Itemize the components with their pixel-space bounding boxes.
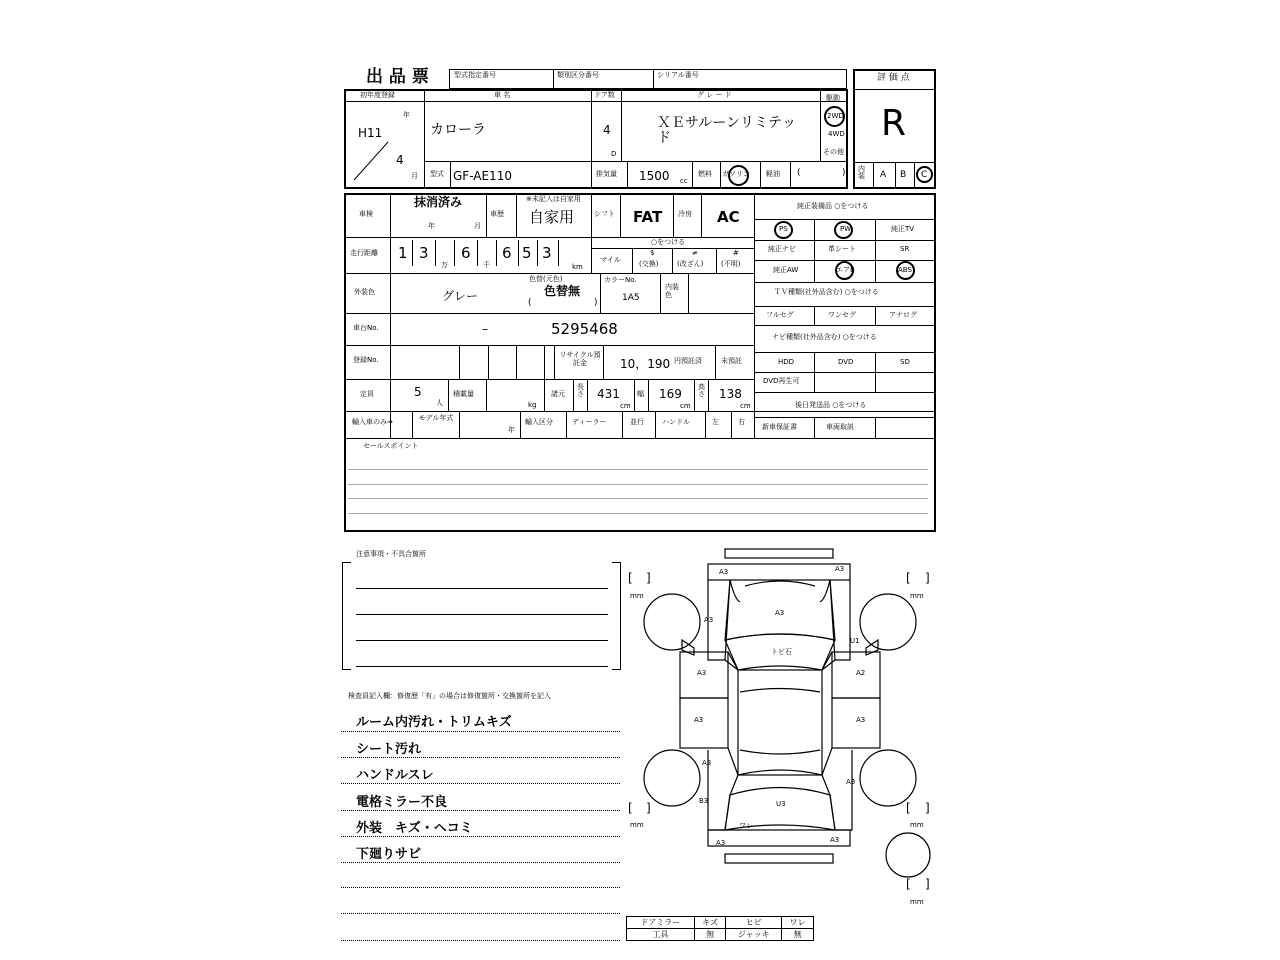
mark-front-bumper-left: A3 bbox=[719, 568, 729, 576]
equipment-title: 純正装備品 ○をつける bbox=[797, 202, 869, 210]
capacity-unit: 人 bbox=[436, 399, 443, 407]
capacity-value: 5 bbox=[414, 385, 422, 399]
mileage-unknown: (不明) bbox=[721, 260, 741, 268]
tire-rr-mm: mm bbox=[910, 821, 924, 829]
mark-rear-bumper-right: A3 bbox=[830, 836, 840, 844]
tire-spare-mm: mm bbox=[910, 898, 924, 906]
later-manual: 車両取説 bbox=[826, 423, 854, 431]
equip-airbag: エアB bbox=[836, 266, 855, 274]
mark-hood: A3 bbox=[775, 609, 785, 617]
tire-fl-bracket-close: ] bbox=[646, 571, 651, 585]
code-header bbox=[449, 69, 847, 89]
color-label: 外装色 bbox=[354, 288, 375, 296]
shift-value: FAT bbox=[633, 208, 663, 226]
interior-c: C bbox=[921, 170, 928, 180]
year-unit: 年 bbox=[403, 111, 410, 119]
inspector-label: 検査員記入欄：修復歴「有」の場合は修復箇所・交換箇所を記入 bbox=[348, 692, 551, 700]
doors-value: 4 bbox=[603, 123, 611, 137]
legend-header-crack: ヒビ bbox=[726, 917, 782, 929]
repaint-paren-open: ( bbox=[528, 298, 532, 308]
history-label: 車歴 bbox=[490, 210, 504, 218]
parallel-option: 並行 bbox=[630, 418, 644, 426]
mileage-digit-6: 3 bbox=[542, 244, 552, 262]
load-label: 積載量 bbox=[453, 390, 474, 398]
model-label: 型式 bbox=[430, 170, 444, 178]
mark-rear-left-door: A3 bbox=[694, 716, 704, 724]
equip-pw-circle bbox=[834, 221, 853, 239]
color-no-label: カラーNo. bbox=[604, 276, 637, 284]
navi-dvd-play: DVD再生可 bbox=[763, 377, 800, 385]
fuel-paren-close: ) bbox=[842, 168, 846, 178]
mileage-digit-2: 3 bbox=[419, 244, 429, 262]
length-label: 長さ bbox=[577, 383, 584, 399]
tv-analog: アナログ bbox=[889, 311, 917, 319]
repaint-label: 色替(元色) bbox=[529, 275, 563, 283]
mileage-sym-hash: # bbox=[733, 249, 739, 257]
notes-label: 注意事項・不具合箇所 bbox=[356, 550, 426, 558]
drive-other: その他 bbox=[823, 148, 844, 156]
remark-2: シート汚れ bbox=[356, 742, 422, 757]
remark-1: ルーム内汚れ・トリムキズ bbox=[356, 715, 512, 730]
mark-front-bumper-right: A3 bbox=[835, 565, 845, 573]
model-value: GF-AE110 bbox=[453, 169, 512, 183]
mark-rear-right-door: A3 bbox=[856, 716, 866, 724]
fuel-paren-open: ( bbox=[797, 168, 801, 178]
interior-c-circle bbox=[916, 166, 933, 183]
mileage-sym-dollar: $ bbox=[650, 249, 655, 257]
equip-aw: 純正AW bbox=[773, 266, 799, 274]
interior-color-label: 内装色 bbox=[665, 283, 679, 299]
inspection-month-unit: 月 bbox=[474, 222, 481, 230]
model-year-unit: 年 bbox=[508, 426, 515, 434]
repaint-value: 色替無 bbox=[544, 284, 581, 298]
legend-header-break: ワレ bbox=[782, 917, 814, 929]
equip-abs: ABS bbox=[898, 266, 912, 274]
car-name: カローラ bbox=[430, 122, 486, 138]
mileage-sen: 千 bbox=[483, 261, 490, 269]
remark-3: ハンドルスレ bbox=[356, 768, 434, 783]
legend-header-scratch: キズ bbox=[694, 917, 726, 929]
equip-tv: 純正TV bbox=[891, 225, 915, 233]
capacity-label: 定員 bbox=[360, 390, 374, 398]
width-unit: cm bbox=[680, 402, 691, 410]
import-only: 輸入車のみ⇒ bbox=[352, 418, 393, 426]
navi-hdd: HDD bbox=[778, 358, 795, 366]
mark-front-right-fender: U1 bbox=[850, 637, 860, 645]
ac-label: 冷房 bbox=[678, 210, 692, 218]
drive-4wd: 4WD bbox=[828, 130, 845, 138]
mileage-man: 万 bbox=[441, 261, 448, 269]
legend-header-mirror: ドアミラー bbox=[627, 917, 695, 929]
tire-spare-bracket-open: [ bbox=[906, 877, 911, 891]
width-value: 169 bbox=[659, 387, 682, 401]
tire-fr-bracket-close: ] bbox=[925, 571, 930, 585]
serial-label: シリアル番号 bbox=[657, 71, 699, 79]
inspection-label: 車検 bbox=[359, 210, 373, 218]
mark-windshield: トビ石 bbox=[771, 648, 792, 656]
first-reg-month: 4 bbox=[396, 153, 404, 167]
first-reg-label: 初年度登録 bbox=[360, 91, 395, 99]
tire-fr-mm: mm bbox=[910, 592, 924, 600]
score-value: R bbox=[881, 103, 907, 144]
interior-a: A bbox=[880, 170, 887, 180]
legend-tools-label: 工具 bbox=[627, 929, 695, 941]
type-code-label: 型式指定番号 bbox=[454, 71, 496, 79]
mileage-digit-5: 5 bbox=[522, 244, 532, 262]
fuel-diesel: 軽油 bbox=[766, 170, 780, 178]
spec-label: 諸元 bbox=[551, 390, 565, 398]
category-code-label: 類別区分番号 bbox=[557, 71, 599, 79]
mark-rear-right-fender: A3 bbox=[846, 778, 856, 786]
width-label: 幅 bbox=[637, 390, 644, 398]
remark-6: 下廻りサビ bbox=[356, 847, 422, 862]
height-value: 138 bbox=[719, 387, 742, 401]
form-title: 出 品 票 bbox=[366, 67, 429, 87]
legend-table bbox=[626, 916, 814, 941]
mark-front-right-door: A2 bbox=[856, 669, 866, 677]
tire-fl-bracket-open: [ bbox=[628, 571, 633, 585]
mileage-label: 走行距離 bbox=[350, 249, 378, 257]
tire-rl-bracket-close: ] bbox=[646, 801, 651, 815]
mileage-exchanged: (交換) bbox=[639, 260, 659, 268]
drive-2wd: 2WD bbox=[827, 112, 844, 120]
mark-rear-left-quarter: B3 bbox=[699, 797, 709, 805]
load-unit: kg bbox=[528, 401, 537, 409]
equip-abs-circle bbox=[896, 261, 915, 280]
recycle-label: リサイクル預託金 bbox=[559, 351, 601, 367]
ac-value: AC bbox=[717, 208, 740, 226]
fuel-gasoline-circle bbox=[728, 165, 749, 186]
car-diagram bbox=[620, 540, 940, 912]
equip-sr: SR bbox=[900, 245, 910, 253]
equip-pw: PW bbox=[840, 225, 852, 233]
mileage-altered: (改ざん) bbox=[677, 260, 704, 268]
month-unit: 月 bbox=[411, 172, 418, 180]
height-unit: cm bbox=[740, 402, 751, 410]
tire-spare-bracket-close: ] bbox=[925, 877, 930, 891]
inspection-year-unit: 年 bbox=[428, 222, 435, 230]
mark-trunk: U3 bbox=[776, 800, 786, 808]
length-unit: cm bbox=[620, 402, 631, 410]
mileage-circle-note: ○をつける bbox=[651, 238, 686, 246]
mark-front-left-fender: A3 bbox=[704, 616, 714, 624]
model-year-label: モデル年式 bbox=[418, 414, 454, 422]
not-deposited: 未預託 bbox=[721, 357, 742, 365]
history-value: 自家用 bbox=[529, 208, 575, 226]
fuel-gasoline: ガソリン bbox=[722, 170, 750, 178]
equip-ps: PS bbox=[779, 225, 788, 233]
repaint-paren-close: ) bbox=[594, 298, 598, 308]
navi-title: ナビ種類(社外品含む) ○をつける bbox=[772, 333, 877, 341]
doors-label: ドア数 bbox=[594, 91, 615, 99]
mileage-sym-ne: ≠ bbox=[692, 249, 698, 257]
handle-left: 左 bbox=[712, 418, 719, 426]
interior-label: 内装 bbox=[858, 165, 865, 180]
chassis-value: 5295468 bbox=[551, 320, 618, 338]
tv-fullseg: フルセグ bbox=[766, 311, 794, 319]
grade-label: グ レ ー ド bbox=[697, 91, 732, 99]
drive-2wd-circle bbox=[824, 106, 845, 127]
tire-rr-bracket-close: ] bbox=[925, 801, 930, 815]
grade-value: ＸＥサルーンリミテッド bbox=[657, 115, 797, 146]
height-label: 高さ bbox=[698, 383, 705, 399]
equip-ps-circle bbox=[774, 221, 793, 239]
chassis-label: 車台No. bbox=[353, 324, 379, 332]
doors-unit: D bbox=[611, 150, 617, 158]
registration-label: 登録No. bbox=[353, 356, 379, 364]
remark-5: 外装 キズ・ヘコミ bbox=[356, 821, 473, 836]
interior-b: B bbox=[900, 170, 907, 180]
legend-jack-label: ジャッキ bbox=[726, 929, 782, 941]
handle-label: ハンドル bbox=[662, 418, 690, 426]
tire-fl-mm: mm bbox=[630, 592, 644, 600]
remark-4: 電格ミラー不良 bbox=[356, 795, 448, 810]
score-label: 評 価 点 bbox=[877, 73, 910, 83]
legend-jack-value: 無 bbox=[782, 929, 814, 941]
shift-label: シフト bbox=[594, 210, 615, 218]
equip-airbag-circle bbox=[835, 261, 854, 280]
fuel-label: 燃料 bbox=[698, 170, 712, 178]
mileage-digit-3: 6 bbox=[461, 244, 471, 262]
mark-rear-lamp: ワレ bbox=[739, 822, 753, 830]
mileage-mile: マイル bbox=[600, 256, 621, 264]
inspection-value: 抹消済み bbox=[414, 195, 463, 209]
tire-rl-mm: mm bbox=[630, 821, 644, 829]
length-value: 431 bbox=[597, 387, 620, 401]
mileage-digit-4: 6 bbox=[502, 244, 512, 262]
mark-front-left-door: A3 bbox=[697, 669, 707, 677]
dealer-option: ディーラー bbox=[572, 418, 607, 426]
chassis-dash: – bbox=[482, 322, 488, 336]
sales-point-label: セールスポイント bbox=[363, 442, 419, 450]
first-reg-era: H11 bbox=[358, 126, 383, 140]
handle-right: 右 bbox=[738, 418, 745, 426]
color-no-value: 1A5 bbox=[622, 293, 640, 303]
history-note: ※未記入は自家用 bbox=[526, 195, 581, 203]
tire-rl-bracket-open: [ bbox=[628, 801, 633, 815]
tire-rr-bracket-open: [ bbox=[906, 801, 911, 815]
equip-leather: 革シート bbox=[828, 245, 856, 253]
navi-dvd: DVD bbox=[838, 358, 854, 366]
tire-fr-bracket-open: [ bbox=[906, 571, 911, 585]
mark-rear-bumper-left: A3 bbox=[716, 839, 726, 847]
displacement-label: 排気量 bbox=[596, 170, 617, 178]
notes-bracket-left bbox=[342, 562, 351, 670]
tv-oneseg: ワンセグ bbox=[828, 311, 856, 319]
later-title: 後日発送品 ○をつける bbox=[795, 401, 867, 409]
equip-navi: 純正ナビ bbox=[768, 245, 796, 253]
slash-divider bbox=[350, 140, 390, 182]
mark-rear-left-fender: A3 bbox=[702, 759, 712, 767]
car-name-label: 車 名 bbox=[494, 91, 511, 99]
color-value: グレー bbox=[442, 289, 479, 303]
navi-sd: SD bbox=[900, 358, 910, 366]
recycle-unit: 円預託済 bbox=[674, 357, 702, 365]
tv-title: ＴＶ種類(社外品含む) ○をつける bbox=[774, 288, 879, 296]
recycle-amount: 10，190 bbox=[620, 357, 671, 371]
displacement-unit: cc bbox=[680, 177, 688, 185]
mileage-km: km bbox=[572, 263, 583, 271]
drive-label: 駆動 bbox=[826, 94, 840, 102]
legend-tools-value: 無 bbox=[694, 929, 726, 941]
displacement-value: 1500 bbox=[639, 169, 670, 183]
mileage-digit-1: 1 bbox=[398, 244, 408, 262]
import-type-label: 輸入区分 bbox=[525, 418, 553, 426]
later-warranty: 新車保証書 bbox=[762, 423, 797, 431]
